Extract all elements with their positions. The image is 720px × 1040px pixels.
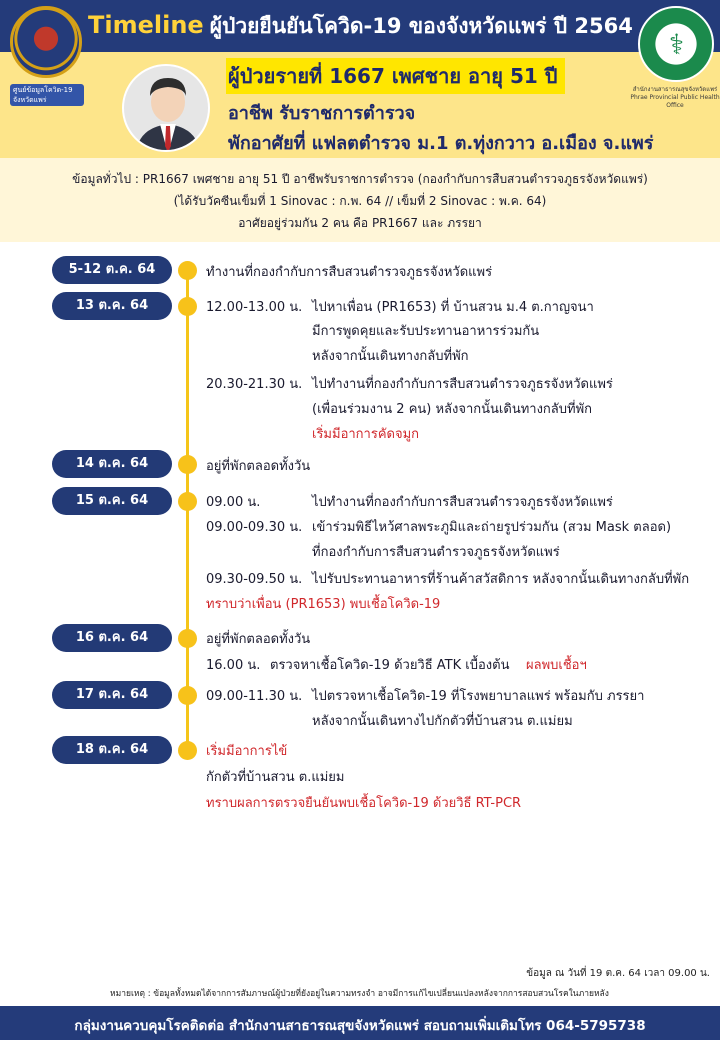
- event-time: 09.00 น.: [206, 495, 261, 510]
- timeline-dot: [178, 261, 197, 280]
- event-alert: ทราบว่าเพื่อน (PR1653) พบเชื้อโควิด-19: [206, 597, 441, 612]
- event-text: ตรวจหาเชื้อโควิด-19 ด้วยวิธี ATK เบื้องต้น: [270, 658, 510, 673]
- event-text: ไปทำงานที่กองกำกับการสืบสวนตำรวจภูธรจังหวัดแพร่: [312, 377, 613, 392]
- patient-residence: พักอาศัยที่ แฟลตตำรวจ ม.1 ต.ทุ่งกวาว อ.เมือง จ.แพร่: [228, 133, 654, 154]
- info-general: ข้อมูลทั่วไป : PR1667 เพศชาย อายุ 51 ปี อาชีพรับราชการตำรวจ (กองกำกับการสืบสวนตำรวจภูธรจังหวัดแพร่): [72, 172, 648, 186]
- event-text: อยู่ที่พักตลอดทั้งวัน: [206, 632, 311, 647]
- event-time: 20.30-21.30 น.: [206, 377, 303, 392]
- event-text: ไปหาเพื่อน (PR1653) ที่ บ้านสวน ม.4 ต.กาญจนา: [312, 300, 594, 315]
- event-time: 09.30-09.50 น.: [206, 572, 303, 587]
- remark-note: หมายเหตุ : ข้อมูลทั้งหมดได้จากการสัมภาษณ์ผู้ป่วยที่ยังอยู่ในความทรงจำ อาจมีการแก้ไขเปลี่ยนแปลงหลังจากการสอบสวนโรคในภายหลัง: [110, 989, 609, 999]
- event-text: ไปทำงานที่กองกำกับการสืบสวนตำรวจภูธรจังหวัดแพร่: [312, 495, 613, 510]
- patient-title: ผู้ป่วยรายที่ 1667 เพศชาย อายุ 51 ปี: [226, 58, 565, 94]
- timeline-dot: [178, 686, 197, 705]
- event-time: 16.00 น.: [206, 658, 261, 673]
- general-info-panel: [0, 158, 720, 242]
- title-highlight: Timeline: [88, 11, 204, 39]
- event-alert: เริ่มมีอาการคัดจมูก: [312, 427, 420, 442]
- date-pill: 13 ต.ค. 64: [52, 292, 172, 320]
- event-time: 12.00-13.00 น.: [206, 300, 303, 315]
- date-pill: 17 ต.ค. 64: [52, 681, 172, 709]
- event-alert: ผลพบเชื้อฯ: [526, 658, 587, 673]
- event-text: อยู่ที่พักตลอดทั้งวัน: [206, 459, 311, 474]
- footer-bar: [0, 1006, 720, 1040]
- ministry-health-logo: [638, 6, 714, 82]
- date-pill: 18 ต.ค. 64: [52, 736, 172, 764]
- event-text: หลังจากนั้นเดินทางกลับที่พัก: [312, 349, 469, 364]
- contact-info: กลุ่มงานควบคุมโรคติดต่อ สำนักงานสาธารณสุขจังหวัดแพร่ สอบถามเพิ่มเติมโทร 064-5795738: [74, 1018, 646, 1034]
- covid-center-badge: ศูนย์ข้อมูลโควิด-19 จังหวัดแพร่: [10, 84, 84, 106]
- event-text: มีการพูดคุยและรับประทานอาหารร่วมกัน: [312, 324, 540, 339]
- event-text: ทำงานที่กองกำกับการสืบสวนตำรวจภูธรจังหวัดแพร่: [206, 265, 493, 280]
- event-text: ที่กองกำกับการสืบสวนตำรวจภูธรจังหวัดแพร่: [312, 545, 560, 560]
- timeline-dot: [178, 492, 197, 511]
- office-label: สำนักงานสาธารณสุขจังหวัดแพร่ Phrae Provincial Public Health Office: [630, 86, 720, 109]
- info-vaccine: (ได้รับวัคซีนเข็มที่ 1 Sinovac : ก.พ. 64 // เข็มที่ 2 Sinovac : พ.ค. 64): [173, 194, 547, 208]
- patient-occupation: อาชีพ รับราชการตำรวจ: [228, 103, 416, 124]
- event-alert: เริ่มมีอาการไข้: [206, 744, 288, 759]
- event-text: ไปตรวจหาเชื้อโควิด-19 ที่โรงพยาบาลแพร่ พร้อมกับ ภรรยา: [312, 689, 645, 704]
- timeline-dot: [178, 741, 197, 760]
- data-as-of: ข้อมูล ณ วันที่ 19 ต.ค. 64 เวลา 09.00 น.: [526, 968, 710, 979]
- timeline-dot: [178, 455, 197, 474]
- date-pill: 15 ต.ค. 64: [52, 487, 172, 515]
- event-text: (เพื่อนร่วมงาน 2 คน) หลังจากนั้นเดินทางกลับที่พัก: [312, 402, 593, 417]
- title-bar: [0, 0, 720, 52]
- timeline-dot: [178, 629, 197, 648]
- title-rest: ผู้ป่วยยืนยันโควิด-19 ของจังหวัดแพร่ ปี 2564: [209, 14, 633, 38]
- event-text: หลังจากนั้นเดินทางไปกักตัวที่บ้านสวน ต.แม่ยม: [312, 714, 573, 729]
- date-pill: 5-12 ต.ค. 64: [52, 256, 172, 284]
- police-emblem-logo: [10, 6, 82, 78]
- event-time: 09.00-11.30 น.: [206, 689, 303, 704]
- page-title: [88, 10, 633, 43]
- date-pill: 16 ต.ค. 64: [52, 624, 172, 652]
- event-time: 09.00-09.30 น.: [206, 520, 303, 535]
- info-household: อาศัยอยู่ร่วมกัน 2 คน คือ PR1667 และ ภรรยา: [238, 216, 482, 230]
- timeline-dot: [178, 297, 197, 316]
- header-panel: [0, 0, 720, 158]
- date-pill: 14 ต.ค. 64: [52, 450, 172, 478]
- event-text: กักตัวที่บ้านสวน ต.แม่ยม: [206, 770, 345, 785]
- event-alert: ทราบผลการตรวจยืนยันพบเชื้อโควิด-19 ด้วยวิธี RT-PCR: [206, 796, 522, 811]
- person-avatar-icon: [122, 64, 210, 152]
- event-text: ไปรับประทานอาหารที่ร้านค้าสวัสดิการ หลังจากนั้นเดินทางกลับที่พัก: [312, 572, 690, 587]
- caduceus-icon: ⚕: [669, 28, 685, 61]
- event-text: เข้าร่วมพิธีไหว้ศาลพระภูมิและถ่ายรูปร่วมกัน (สวม Mask ตลอด): [312, 520, 672, 535]
